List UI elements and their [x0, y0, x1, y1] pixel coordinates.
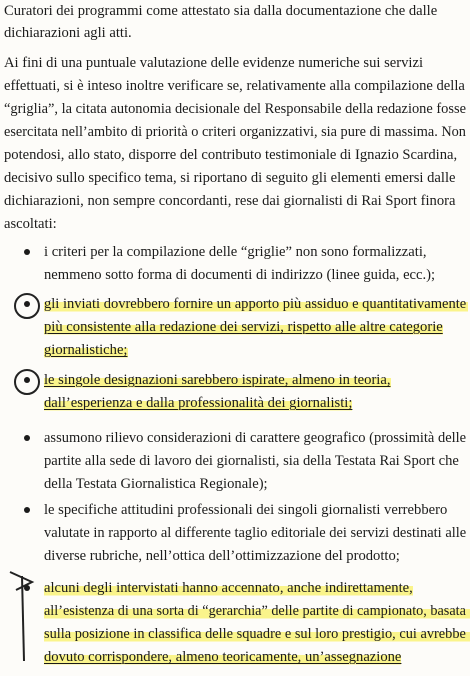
- bullet-dot: [24, 301, 30, 307]
- text-line: effettuati, si è inteso inoltre verificare se, relativamente alla compilazione della: [4, 78, 465, 94]
- bullet-dot: [24, 507, 30, 513]
- text-line: valutate in rapporto al differente taglio editoriale dei servizi destinati alle: [44, 525, 467, 541]
- text-line: “griglia”, la citata autonomia decisionale del Responsabile della redazione fosse: [4, 101, 467, 117]
- text-line: diverse rubriche, nell’ottica dell’ottimizzazione del prodotto;: [44, 548, 400, 564]
- highlighted-line: sulla posizione in classifica delle squadre e sul loro prestigio, cui avrebbe: [44, 625, 470, 643]
- highlighted-line: alcuni degli intervistati hanno accennato, anche indirettamente,: [44, 580, 413, 596]
- bullet-dot: [24, 435, 30, 441]
- bullet-dot: [24, 377, 30, 383]
- highlighted-line: giornalistiche;: [44, 342, 128, 358]
- text-line: ascoltati:: [4, 216, 57, 232]
- bullet-dot: [24, 249, 30, 255]
- text-line: le specifiche attitudini professionali dei singoli giornalisti verrebbero: [44, 502, 448, 518]
- text-line: nemmeno sotto forma di documenti di indirizzo (linee guida, ecc.);: [44, 267, 436, 283]
- text-line: partite alla sede di lavoro dei giornalisti, sia della Testata Rai Sport che: [44, 453, 459, 469]
- text-line: della Testata Giornalistica Regionale);: [44, 476, 268, 492]
- highlighted-line: le singole designazioni sarebbero ispirate, almeno in teoria,: [44, 372, 391, 388]
- highlighted-line: all’esistenza di una sorta di “gerarchia” delle partite di campionato, basata: [44, 602, 470, 620]
- highlighted-line: dovuto corrispondere, almeno teoricamente, un’assegnazione: [44, 649, 402, 665]
- bullet-dot: [24, 585, 30, 591]
- text-line: assumono rilievo considerazioni di carattere geografico (prossimità delle: [44, 430, 467, 446]
- highlighted-line: più consistente alla redazione dei servizi, rispetto alle altre categorie: [44, 319, 443, 335]
- highlighted-line: dall’esperienza e dalla professionalità dei giornalisti;: [44, 395, 353, 411]
- text-line: Ai fini di una puntuale valutazione delle evidenze numeriche sui servizi: [4, 55, 424, 71]
- text-line: i criteri per la compilazione delle “griglie” non sono formalizzati,: [44, 244, 427, 260]
- text-line: potendosi, allo stato, disporre del contributo testimoniale di Ignazio Scardina,: [4, 147, 458, 163]
- text-line: decisivo sullo specifico tema, si riportano di seguito gli elementi emersi dalle: [4, 170, 456, 186]
- text-line: dichiarazioni agli atti.: [4, 25, 132, 41]
- text-line: esercitata nell’ambito di priorità o criteri organizzativi, sia pure di massima. Non: [4, 124, 466, 140]
- text-line: dichiarazioni, non sempre concordanti, rese dai giornalisti di Rai Sport finora: [4, 193, 456, 209]
- text-line: Curatori dei programmi come attestato sia dalla documentazione che dalle: [4, 3, 438, 19]
- pen-margin-mark: [2, 566, 42, 666]
- highlighted-line: gli inviati dovrebbero fornire un apporto più assiduo e quantitativamente: [44, 295, 468, 313]
